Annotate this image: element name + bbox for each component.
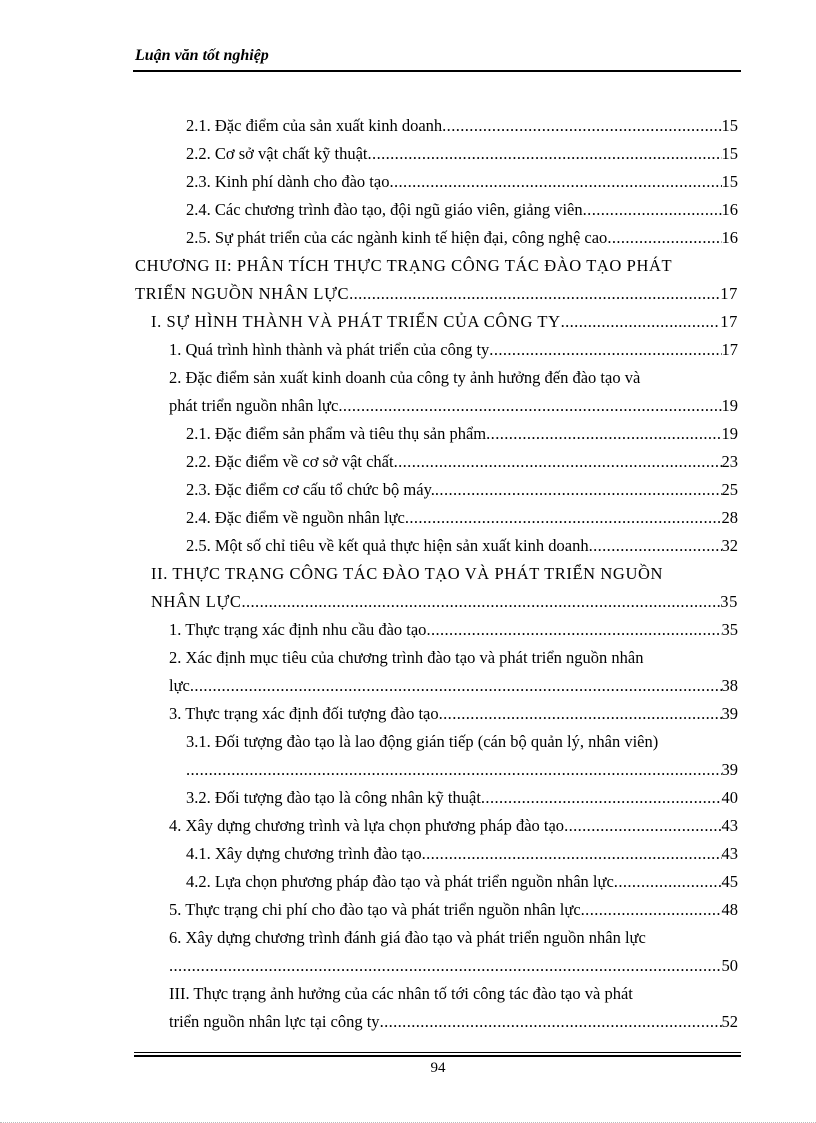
toc-page-number: 32 xyxy=(721,536,738,555)
toc-page-number: 16 xyxy=(721,200,738,219)
toc-page-number: 48 xyxy=(721,900,738,919)
toc-entry[interactable] xyxy=(151,588,738,616)
toc-entry[interactable] xyxy=(169,896,738,924)
toc-page-number: 52 xyxy=(721,1012,738,1031)
toc-entry-text: 2.5. Sự phát triển của các ngành kinh tế hiện đại, công nghệ cao xyxy=(186,228,608,247)
toc-entry[interactable] xyxy=(151,308,738,336)
dot-leader xyxy=(583,196,722,224)
toc-entry-text: 4.1. Xây dựng chương trình đào tạo xyxy=(186,844,422,863)
toc-entry-text: NHÂN LỰC xyxy=(151,592,242,611)
toc-page-number: 25 xyxy=(721,480,738,499)
toc-chapter-heading[interactable]: CHƯƠNG II: PHÂN TÍCH THỰC TRẠNG CÔNG TÁC ĐÀO TẠO PHÁT xyxy=(135,256,673,275)
toc-entry[interactable] xyxy=(169,392,738,420)
toc-entry-first-line[interactable]: 6. Xây dựng chương trình đánh giá đào tạo và phát triển nguồn nhân lực xyxy=(169,928,646,947)
dot-leader xyxy=(368,140,722,168)
dot-leader xyxy=(489,336,721,364)
dot-leader xyxy=(389,168,721,196)
toc-entry-first-line[interactable]: 3.1. Đối tượng đào tạo là lao động gián tiếp (cán bộ quản lý, nhân viên) xyxy=(186,732,659,751)
toc-section-heading[interactable]: III. Thực trạng ảnh hưởng của các nhân tố tới công tác đào tạo và phát xyxy=(169,984,633,1003)
toc-page-number: 19 xyxy=(721,396,738,415)
toc-entry-text: 3. Thực trạng xác định đối tượng đào tạo xyxy=(169,704,439,723)
toc-page-number: 35 xyxy=(720,592,738,611)
dot-leader xyxy=(380,1008,722,1036)
toc-entry[interactable] xyxy=(186,140,738,168)
toc-entry-text: phát triển nguồn nhân lực xyxy=(169,396,339,415)
dot-leader xyxy=(426,616,721,644)
toc-entry-text: 2.2. Đặc điểm về cơ sở vật chất xyxy=(186,452,394,471)
toc-entry[interactable] xyxy=(135,280,738,308)
dot-leader xyxy=(186,756,722,784)
toc-entry-text: lực xyxy=(169,676,190,695)
toc-page-number: 35 xyxy=(721,620,738,639)
dot-leader xyxy=(581,896,722,924)
toc-entry-text: triển nguồn nhân lực tại công ty xyxy=(169,1012,380,1031)
toc-entry[interactable] xyxy=(186,168,738,196)
dot-leader xyxy=(338,392,721,420)
toc-entry-text: 5. Thực trạng chi phí cho đào tạo và phát triển nguồn nhân lực xyxy=(169,900,581,919)
dot-leader xyxy=(241,588,720,616)
toc-entry-text: 4.2. Lựa chọn phương pháp đào tạo và phát triển nguồn nhân lực xyxy=(186,872,614,891)
toc-entry-text: 2.3. Kinh phí dành cho đào tạo xyxy=(186,172,390,191)
dot-leader xyxy=(561,308,721,336)
toc-page-number: 43 xyxy=(721,844,738,863)
dot-leader xyxy=(614,868,722,896)
toc-entry-first-line[interactable]: 2. Xác định mục tiêu của chương trình đào tạo và phát triển nguồn nhân xyxy=(169,648,644,667)
toc-entry[interactable] xyxy=(169,616,738,644)
toc-entry[interactable] xyxy=(169,812,738,840)
toc-entry-text: 2.4. Các chương trình đào tạo, đội ngũ giáo viên, giảng viên xyxy=(186,200,583,219)
dot-leader xyxy=(486,420,721,448)
toc-page-number: 39 xyxy=(721,704,738,723)
toc-entry-text: 2.1. Đặc điểm sản phẩm và tiêu thụ sản phẩm xyxy=(186,424,487,443)
toc-page-number: 28 xyxy=(721,508,738,527)
toc-page-number: 23 xyxy=(721,452,738,471)
toc-entry[interactable] xyxy=(186,112,738,140)
dot-leader xyxy=(394,448,722,476)
toc-entry-first-line[interactable]: 2. Đặc điểm sản xuất kinh doanh của công ty ảnh hưởng đến đào tạo và xyxy=(169,368,641,387)
toc-entry[interactable] xyxy=(169,1008,738,1036)
toc-page-number: 15 xyxy=(721,172,738,191)
toc-page-number: 40 xyxy=(721,788,738,807)
toc-entry-text: 2.3. Đặc điểm cơ cấu tổ chức bộ máy. xyxy=(186,480,435,499)
toc-entry-text: 1. Quá trình hình thành và phát triển của công ty xyxy=(169,340,490,359)
toc-entry[interactable] xyxy=(169,336,738,364)
dot-leader xyxy=(442,112,721,140)
dot-leader xyxy=(435,476,722,504)
dot-leader xyxy=(169,952,722,980)
toc-entry[interactable] xyxy=(186,504,738,532)
toc-entry-text: 4. Xây dựng chương trình và lựa chọn phương pháp đào tạo xyxy=(169,816,565,835)
toc-entry-text: I. SỰ HÌNH THÀNH VÀ PHÁT TRIỂN CỦA CÔNG TY xyxy=(151,312,561,331)
dot-leader xyxy=(607,224,721,252)
toc-entry[interactable] xyxy=(186,196,738,224)
dot-leader xyxy=(439,700,722,728)
toc-page-number: 39 xyxy=(721,760,738,779)
dot-leader xyxy=(422,840,722,868)
toc-entry-text: 2.5. Một số chỉ tiêu về kết quả thực hiện sản xuất kinh doanh xyxy=(186,536,589,555)
header-rule xyxy=(133,70,741,72)
toc-entry[interactable] xyxy=(186,756,738,784)
toc-entry-text: 2.2. Cơ sở vật chất kỹ thuật xyxy=(186,144,368,163)
toc-page-number: 16 xyxy=(721,228,738,247)
toc-page-number: 38 xyxy=(721,676,738,695)
toc-entry[interactable] xyxy=(186,476,738,504)
toc-entry[interactable] xyxy=(169,700,738,728)
toc-page-number: 43 xyxy=(721,816,738,835)
toc-section-heading[interactable]: II. THỰC TRẠNG CÔNG TÁC ĐÀO TẠO VÀ PHÁT TRIỂN NGUỒN xyxy=(151,564,663,583)
toc-entry[interactable] xyxy=(186,840,738,868)
toc-entry[interactable] xyxy=(186,420,738,448)
dot-leader xyxy=(564,812,721,840)
toc-entry[interactable] xyxy=(186,532,738,560)
toc-entry-text: 2.1. Đặc điểm của sản xuất kinh doanh xyxy=(186,116,443,135)
toc-page-number: 15 xyxy=(721,144,738,163)
toc-page-number: 19 xyxy=(721,424,738,443)
dot-leader xyxy=(190,672,722,700)
dot-leader xyxy=(589,532,722,560)
dot-leader xyxy=(481,784,722,812)
toc-page-number: 17 xyxy=(721,340,738,359)
toc-entry-text: 2.4. Đặc điểm về nguồn nhân lực xyxy=(186,508,405,527)
dot-leader xyxy=(349,280,720,308)
running-header-title: Luận văn tốt nghiệp xyxy=(135,47,269,64)
toc-entry[interactable] xyxy=(186,784,738,812)
toc-page-number: 17 xyxy=(720,312,738,331)
page-number: 94 xyxy=(430,1060,446,1076)
toc-page-number: 50 xyxy=(721,956,738,975)
dot-leader xyxy=(405,504,722,532)
toc-entry-text: 1. Thực trạng xác định nhu cầu đào tạo xyxy=(169,620,427,639)
toc-entry[interactable] xyxy=(186,868,738,896)
toc-entry[interactable] xyxy=(186,224,738,252)
toc-page-number: 17 xyxy=(720,284,738,303)
toc-entry[interactable] xyxy=(186,448,738,476)
toc-entry-text: 3.2. Đối tượng đào tạo là công nhân kỹ thuật xyxy=(186,788,481,807)
toc-entry-text: TRIỂN NGUỒN NHÂN LỰC xyxy=(135,284,350,303)
toc-page-number: 15 xyxy=(721,116,738,135)
toc-entry[interactable] xyxy=(169,672,738,700)
toc-entry[interactable] xyxy=(169,952,738,980)
footer-rule xyxy=(134,1055,741,1057)
footer-rule xyxy=(134,1052,741,1053)
toc-page-number: 45 xyxy=(721,872,738,891)
